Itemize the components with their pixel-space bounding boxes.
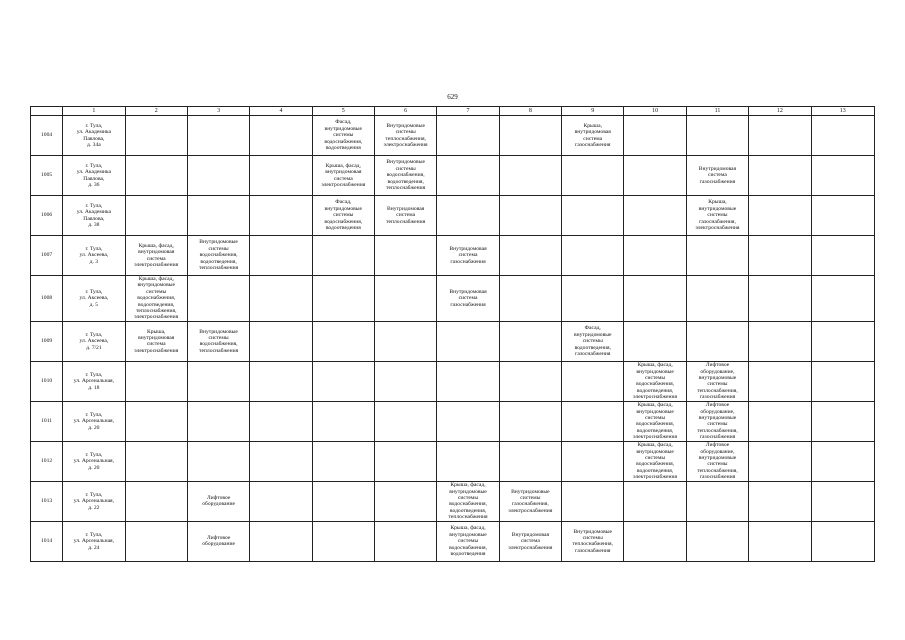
table-row (31, 361, 875, 401)
work-cell (187, 156, 249, 196)
work-cell (250, 196, 312, 236)
work-cell (250, 116, 312, 156)
table-row (31, 116, 875, 156)
address-cell (63, 401, 125, 441)
table-row (31, 481, 875, 521)
header-row (31, 107, 875, 116)
work-cell (749, 481, 811, 521)
work-cell (125, 236, 187, 276)
cell-text: Лифтовое оборудование, внутридомовые системы теплоснабжения, газоснабжения (697, 442, 738, 481)
work-cell (374, 236, 436, 276)
work-cell (437, 276, 499, 322)
header-cell: 4 (250, 107, 312, 116)
work-cell (374, 321, 436, 361)
address-cell (63, 481, 125, 521)
cell-text: Крыша, внутридомовые системы газоснабжения, электроснабжения (695, 199, 740, 232)
work-cell (125, 441, 187, 481)
work-cell (250, 156, 312, 196)
cell-text: Внутридомовая система газоснабжения (449, 245, 487, 265)
work-cell (749, 521, 811, 561)
work-cell (749, 156, 811, 196)
header-cell (31, 107, 63, 116)
cell-text: Внутридомовые системы теплоснабжения, газоснабжения (572, 528, 614, 554)
work-cell (811, 276, 875, 322)
work-cell (811, 236, 875, 276)
cell-text: Внутридомовые системы водоснабжения, водоотведения, теплоснабжения (386, 159, 426, 192)
work-cell (125, 361, 187, 401)
address-cell (63, 521, 125, 561)
work-cell (312, 276, 374, 322)
work-cell (811, 361, 875, 401)
cell-text: Внутридомовые системы водоснабжения, водоотведения, теплоснабжения (199, 239, 239, 272)
work-cell (437, 361, 499, 401)
work-cell (624, 321, 686, 361)
address-cell (63, 361, 125, 401)
row-number: 1005 (31, 156, 63, 196)
work-cell (187, 236, 249, 276)
work-cell (499, 156, 561, 196)
work-cell (187, 481, 249, 521)
row-number: 1012 (31, 441, 63, 481)
row-number: 1010 (31, 361, 63, 401)
work-cell (686, 481, 748, 521)
work-cell (125, 481, 187, 521)
cell-text: Крыша, фасад, внутридомовая система электроснабжения (134, 242, 179, 268)
header-cell: 13 (811, 107, 875, 116)
cell-text: Внутридомовая система газоснабжения (698, 165, 737, 185)
row-number: 1007 (31, 236, 63, 276)
cell-text: Крыша, фасад, внутридомовые системы водоснабжения, водоотведения, электроснабжения (633, 402, 678, 441)
work-cell (562, 521, 624, 561)
work-cell (125, 521, 187, 561)
header-cell: 8 (499, 107, 561, 116)
work-cell (125, 321, 187, 361)
work-cell (811, 116, 875, 156)
work-cell (125, 276, 187, 322)
header-cell: 2 (125, 107, 187, 116)
work-cell (250, 321, 312, 361)
work-cell (125, 116, 187, 156)
work-cell (686, 521, 748, 561)
cell-text: г. Тула, ул. Академика Павлова, д. 36 (76, 162, 111, 188)
work-cell (749, 116, 811, 156)
cell-text: г. Тула, ул. Академика Павлова, д. 34а (76, 122, 111, 148)
work-cell (811, 521, 875, 561)
cell-text: Лифтовое оборудование (202, 534, 235, 548)
cell-text: г. Тула, ул. Аксеева, д. 3 (79, 245, 109, 265)
work-cell (312, 361, 374, 401)
work-cell (250, 276, 312, 322)
table-row (31, 521, 875, 561)
cell-text: г. Тула, ул. Арсенальная, д. 24 (73, 531, 115, 551)
cell-text: Лифтовое оборудование, внутридомовые системы теплоснабжения, газоснабжения (697, 362, 738, 401)
row-number: 1006 (31, 196, 63, 236)
cell-text: Крыша, фасад, внутридомовые системы водоснабжения, водоотведения, теплоснабжения, электроснабжения (134, 276, 179, 321)
cell-text: г. Тула, ул. Арсенальная, д. 22 (73, 491, 115, 511)
work-cell (437, 481, 499, 521)
work-cell (125, 401, 187, 441)
work-cell (686, 236, 748, 276)
work-cell (125, 196, 187, 236)
cell-text: Внутридомовые системы водоснабжения, теплоснабжения (199, 328, 239, 354)
work-cell (749, 401, 811, 441)
cell-text: Крыша, фасад, внутридомовые системы водоснабжения, водоотведения, электроснабжения (633, 442, 678, 481)
work-cell (749, 276, 811, 322)
work-cell (250, 236, 312, 276)
work-cell (499, 361, 561, 401)
row-number: 1011 (31, 401, 63, 441)
work-cell (562, 236, 624, 276)
work-cell (624, 401, 686, 441)
cell-text: Крыша, внутридомовая система газоснабжения (574, 122, 611, 148)
table-row (31, 236, 875, 276)
work-cell (749, 441, 811, 481)
work-cell (312, 156, 374, 196)
work-cell (437, 116, 499, 156)
work-cell (499, 116, 561, 156)
work-cell (374, 156, 436, 196)
work-cell (437, 156, 499, 196)
cell-text: Внутридомовые системы газоснабжения, электроснабжения (508, 488, 553, 514)
cell-text: Крыша, фасад, внутридомовые системы водоснабжения, водоотведения, электроснабжения (633, 362, 678, 401)
table-row (31, 441, 875, 481)
work-cell (374, 521, 436, 561)
work-cell (499, 441, 561, 481)
work-cell (374, 441, 436, 481)
address-cell (63, 236, 125, 276)
cell-text: Фасад, внутридомовые системы водоснабжения, водоотведения (324, 119, 363, 152)
work-cell (624, 236, 686, 276)
work-cell (562, 116, 624, 156)
row-number: 1004 (31, 116, 63, 156)
table-row (31, 276, 875, 322)
work-cell (686, 321, 748, 361)
work-cell (562, 441, 624, 481)
work-cell (374, 276, 436, 322)
work-cell (312, 116, 374, 156)
cell-text: Лифтовое оборудование, внутридомовые системы теплоснабжения, газоснабжения (697, 402, 738, 441)
work-cell (374, 481, 436, 521)
address-cell (63, 196, 125, 236)
work-cell (312, 196, 374, 236)
work-cell (374, 361, 436, 401)
work-cell (499, 196, 561, 236)
row-number: 1013 (31, 481, 63, 521)
cell-text: Внутридомовая система электроснабжения (508, 531, 553, 551)
work-cell (562, 321, 624, 361)
cell-text: г. Тула, ул. Арсенальная, д. 20 (73, 411, 115, 431)
work-cell (811, 321, 875, 361)
cell-text: Крыша, фасад, внутридомовая система электроснабжения (321, 162, 366, 188)
cell-text: Внутридомовая система газоснабжения (449, 288, 487, 308)
row-number: 1009 (31, 321, 63, 361)
work-cell (499, 481, 561, 521)
work-cell (624, 521, 686, 561)
work-cell (437, 321, 499, 361)
work-cell (811, 401, 875, 441)
work-cell (686, 401, 748, 441)
page-number: 629 (447, 93, 458, 101)
work-cell (250, 521, 312, 561)
work-cell (312, 441, 374, 481)
work-cell (562, 481, 624, 521)
work-cell (374, 116, 436, 156)
cell-text: Крыша, внутридомовая система электроснабжения (134, 328, 179, 354)
table-row (31, 156, 875, 196)
cell-text: Фасад, внутридомовые системы водоснабжения, водоотведения (324, 199, 363, 232)
work-cell (686, 196, 748, 236)
work-cell (811, 156, 875, 196)
header-cell: 11 (686, 107, 748, 116)
header-cell: 10 (624, 107, 686, 116)
work-cell (499, 236, 561, 276)
work-cell (187, 441, 249, 481)
work-cell (312, 401, 374, 441)
work-cell (686, 441, 748, 481)
work-cell (312, 521, 374, 561)
work-cell (562, 196, 624, 236)
work-cell (250, 441, 312, 481)
work-cell (562, 276, 624, 322)
work-cell (312, 321, 374, 361)
work-cell (624, 441, 686, 481)
work-cell (250, 401, 312, 441)
work-cell (624, 156, 686, 196)
work-cell (187, 361, 249, 401)
header-cell: 9 (562, 107, 624, 116)
work-cell (187, 321, 249, 361)
cell-text: г. Тула, ул. Арсенальная, д. 18 (73, 371, 115, 391)
cell-text: Крыша, фасад, внутридомовые системы водоснабжения, водоотведения (449, 525, 487, 557)
work-cell (499, 521, 561, 561)
work-cell (562, 401, 624, 441)
address-cell (63, 156, 125, 196)
cell-text: г. Тула, ул. Арсенальная, д. 20 (73, 451, 115, 471)
work-cell (437, 441, 499, 481)
work-cell (749, 196, 811, 236)
header-cell: 7 (437, 107, 499, 116)
cell-text: Внутридомовая система теплоснабжения (386, 205, 426, 225)
table-row (31, 196, 875, 236)
cell-text: г. Тула, ул. Академика Павлова, д. 38 (76, 202, 111, 228)
work-cell (187, 276, 249, 322)
header-cell: 5 (312, 107, 374, 116)
work-cell (624, 116, 686, 156)
cell-text: Крыша, фасад, внутридомовые системы водоснабжения, водоотведения, теплоснабжения (448, 482, 488, 521)
work-cell (624, 481, 686, 521)
work-cell (437, 236, 499, 276)
work-cell (811, 441, 875, 481)
work-cell (562, 156, 624, 196)
address-cell (63, 116, 125, 156)
work-cell (437, 196, 499, 236)
cell-text: г. Тула, ул. Аксеева, д. 5 (79, 288, 109, 308)
work-cell (250, 361, 312, 401)
work-cell (187, 116, 249, 156)
work-cell (686, 116, 748, 156)
work-cell (624, 361, 686, 401)
header-cell: 6 (374, 107, 436, 116)
cell-text: Фасад, внутридомовые системы водоотведения, газоснабжения (573, 325, 612, 357)
work-cell (749, 236, 811, 276)
work-cell (187, 521, 249, 561)
work-cell (374, 196, 436, 236)
work-cell (749, 361, 811, 401)
row-number: 1014 (31, 521, 63, 561)
work-cell (749, 321, 811, 361)
cell-text: г. Тула, ул. Аксеева, д. 7/21 (79, 331, 109, 351)
work-cell (811, 481, 875, 521)
work-cell (499, 321, 561, 361)
cell-text: Внутридомовые системы теплоснабжения, электроснабжения (383, 122, 428, 148)
work-cell (499, 276, 561, 322)
address-cell (63, 276, 125, 322)
work-cell (624, 276, 686, 322)
header-cell: 12 (749, 107, 811, 116)
work-cell (187, 196, 249, 236)
work-cell (437, 401, 499, 441)
work-cell (686, 156, 748, 196)
work-cell (125, 156, 187, 196)
work-cell (312, 236, 374, 276)
address-cell (63, 321, 125, 361)
work-cell (562, 361, 624, 401)
repair-schedule-table (30, 106, 875, 562)
work-cell (437, 521, 499, 561)
header-cell: 1 (63, 107, 125, 116)
header-cell: 3 (187, 107, 249, 116)
table-row (31, 401, 875, 441)
work-cell (374, 401, 436, 441)
work-cell (312, 481, 374, 521)
work-cell (811, 196, 875, 236)
row-number: 1008 (31, 276, 63, 322)
cell-text: Лифтовое оборудование (202, 494, 235, 508)
work-cell (686, 276, 748, 322)
work-cell (250, 481, 312, 521)
table-row (31, 321, 875, 361)
work-cell (187, 401, 249, 441)
work-cell (499, 401, 561, 441)
work-cell (624, 196, 686, 236)
work-cell (686, 361, 748, 401)
address-cell (63, 441, 125, 481)
